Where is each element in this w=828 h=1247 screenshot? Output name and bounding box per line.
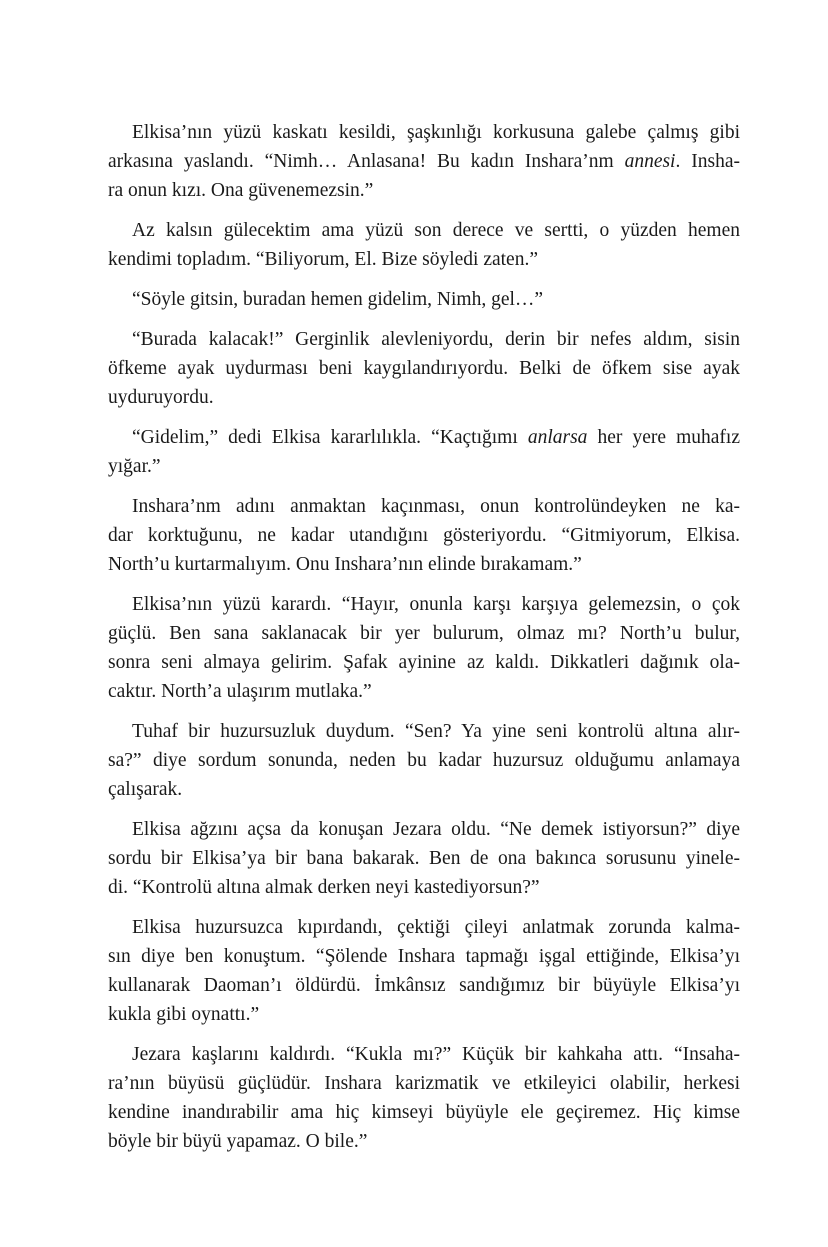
- text-line: [108, 971, 740, 1000]
- text-segment: “Burada kalacak!” Gerginlik alevleniyordu, derin bir nefes aldım, sisin: [132, 329, 740, 350]
- text-line: [108, 383, 740, 412]
- text-segment: Jezara kaşlarını kaldırdı. “Kukla mı?” Küçük bir kahkaha attı. “Insaha-: [132, 1044, 740, 1065]
- text-line: [108, 815, 740, 844]
- text-segment: güçlü. Ben sana saklanacak bir yer bulurum, olmaz mı? North’u bulur,: [108, 623, 740, 644]
- text-segment: çalışarak.: [108, 779, 183, 800]
- text-segment: . Insha-: [675, 151, 740, 172]
- text-segment: uyduruyordu.: [108, 387, 214, 408]
- text-line: [108, 1069, 740, 1098]
- text-line: [108, 775, 740, 804]
- text-line: [108, 118, 740, 147]
- text-segment: Elkisa’nın yüzü karardı. “Hayır, onunla karşı karşıya gelemezsin, o çok: [132, 594, 740, 615]
- text-line: [108, 216, 740, 245]
- paragraph: [108, 717, 740, 804]
- text-segment: öfkeme ayak uydurması beni kaygılandırıyordu. Belki de öfkem sise ayak: [108, 358, 740, 379]
- paragraph: [108, 815, 740, 902]
- text-segment: kullanarak Daoman’ı öldürdü. İmkânsız sandığımız bir büyüyle Elkisa’yı: [108, 975, 740, 996]
- text-line: [108, 354, 740, 383]
- text-line: [108, 550, 740, 579]
- text-line: [108, 452, 740, 481]
- paragraph: [108, 216, 740, 274]
- paragraph: [108, 492, 740, 579]
- text-segment: arkasına yaslandı. “Nimh… Anlasana! Bu kadın Inshara’nm: [108, 151, 625, 172]
- text-segment: sordu bir Elkisa’ya bir bana bakarak. Ben de ona bakınca sorusunu yinele-: [108, 848, 740, 869]
- text-segment: böyle bir büyü yapamaz. O bile.”: [108, 1131, 368, 1152]
- paragraph: [108, 590, 740, 706]
- paragraph: [108, 1040, 740, 1156]
- text-segment: Elkisa’nın yüzü kaskatı kesildi, şaşkınlığı korkusuna galebe çalmış gibi: [132, 122, 740, 143]
- text-segment: Tuhaf bir huzursuzluk duydum. “Sen? Ya yine seni kontrolü altına alır-: [132, 721, 740, 742]
- paragraph: [108, 325, 740, 412]
- text-segment: sa?” diye sordum sonunda, neden bu kadar huzursuz olduğumu anlamaya: [108, 750, 740, 771]
- text-segment: kukla gibi oynattı.”: [108, 1004, 260, 1025]
- text-segment: North’u kurtarmalıyım. Onu Inshara’nın elinde bırakamam.”: [108, 554, 582, 575]
- text-line: [108, 677, 740, 706]
- text-line: [108, 590, 740, 619]
- text-segment: di. “Kontrolü altına almak derken neyi kastediyorsun?”: [108, 877, 540, 898]
- text-segment: caktır. North’a ulaşırım mutlaka.”: [108, 681, 372, 702]
- text-segment: sın diye ben konuştum. “Şölende Inshara tapmağı işgal ettiğinde, Elkisa’yı: [108, 946, 740, 967]
- paragraph: [108, 118, 740, 205]
- text-segment: Elkisa huzursuzca kıpırdandı, çektiği çileyi anlatmak zorunda kalma-: [132, 917, 740, 938]
- text-line: [108, 619, 740, 648]
- text-line: [108, 746, 740, 775]
- book-page-text: [108, 118, 740, 1167]
- text-line: [108, 1098, 740, 1127]
- text-line: [108, 717, 740, 746]
- paragraph: [108, 285, 740, 314]
- text-segment: sonra seni almaya gelirim. Şafak ayinine az kaldı. Dikkatleri dağınık ola-: [108, 652, 740, 673]
- text-line: [108, 648, 740, 677]
- italic-text: annesi: [624, 151, 676, 172]
- text-segment: her yere muhafız: [587, 427, 740, 448]
- italic-text: anlarsa: [527, 427, 588, 448]
- text-line: [108, 1127, 740, 1156]
- text-segment: “Gidelim,” dedi Elkisa kararlılıkla. “Kaçtığımı: [132, 427, 528, 448]
- text-line: [108, 176, 740, 205]
- text-segment: “Söyle gitsin, buradan hemen gidelim, Nimh, gel…”: [132, 289, 544, 310]
- paragraph: [108, 913, 740, 1029]
- text-line: [108, 844, 740, 873]
- text-line: [108, 325, 740, 354]
- text-segment: dar korktuğunu, ne kadar utandığını gösteriyordu. “Gitmiyorum, Elkisa.: [108, 525, 740, 546]
- text-line: [108, 423, 740, 452]
- paragraph: [108, 423, 740, 481]
- text-line: [108, 873, 740, 902]
- text-segment: ra’nın büyüsü güçlüdür. Inshara karizmatik ve etkileyici olabilir, herkesi: [108, 1073, 740, 1094]
- text-segment: kendine inandırabilir ama hiç kimseyi büyüyle ele geçiremez. Hiç kimse: [108, 1102, 740, 1123]
- text-line: [108, 942, 740, 971]
- text-line: [108, 1000, 740, 1029]
- text-segment: kendimi topladım. “Biliyorum, El. Bize söyledi zaten.”: [108, 249, 538, 270]
- text-line: [108, 521, 740, 550]
- text-segment: ra onun kızı. Ona güvenemezsin.”: [108, 180, 374, 201]
- text-segment: yığar.”: [108, 456, 161, 477]
- text-line: [108, 1040, 740, 1069]
- text-line: [108, 492, 740, 521]
- text-line: [108, 147, 740, 176]
- text-segment: Inshara’nm adını anmaktan kaçınması, onun kontrolündeyken ne ka-: [132, 496, 740, 517]
- text-line: [108, 285, 740, 314]
- text-segment: Az kalsın gülecektim ama yüzü son derece ve sertti, o yüzden hemen: [132, 220, 740, 241]
- text-segment: Elkisa ağzını açsa da konuşan Jezara oldu. “Ne demek istiyorsun?” diye: [132, 819, 740, 840]
- text-line: [108, 913, 740, 942]
- text-line: [108, 245, 740, 274]
